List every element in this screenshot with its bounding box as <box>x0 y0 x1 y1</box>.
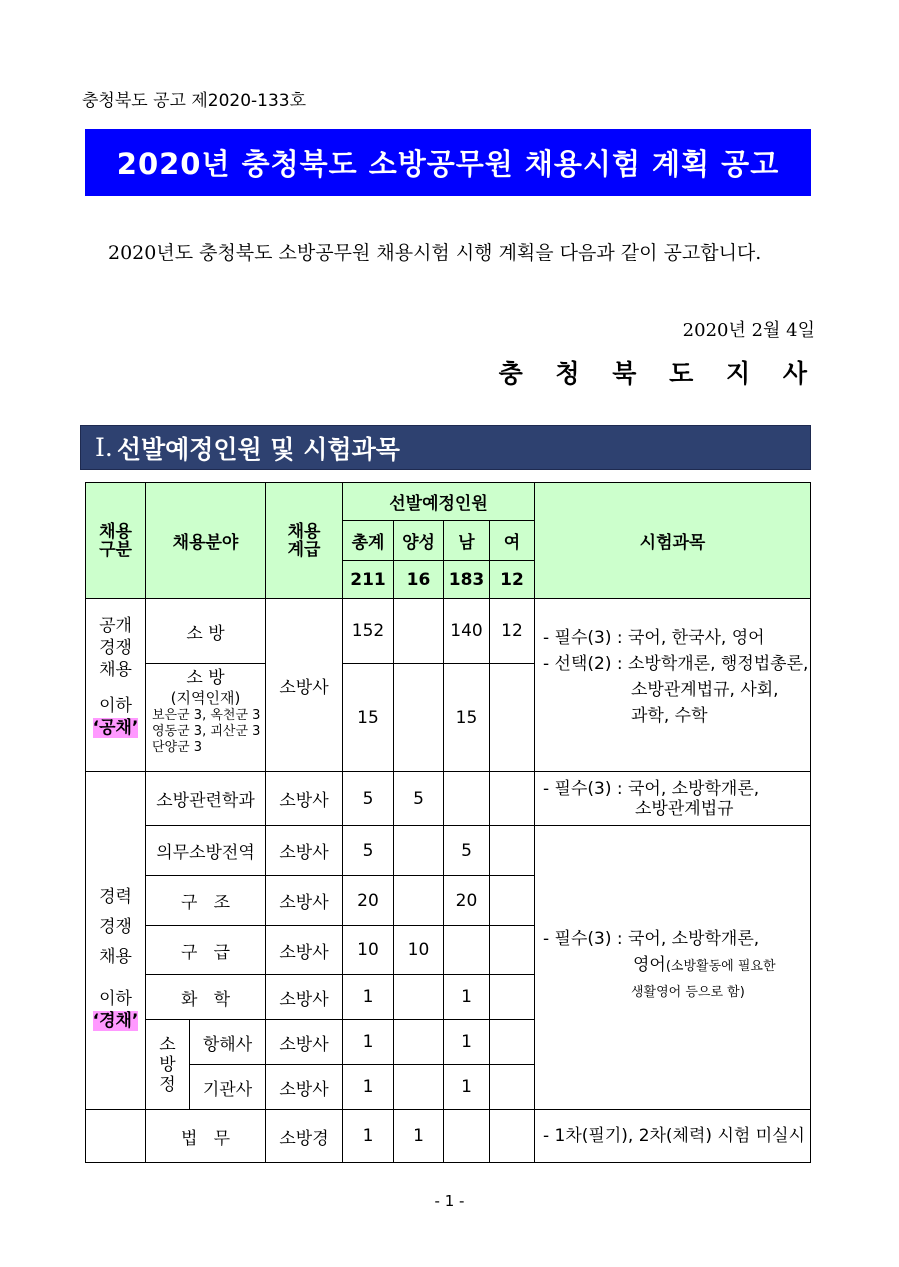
page-number: - 1 - <box>434 1192 465 1210</box>
career-subject-group-line-1: - 필수(3) : 국어, 소방학개론, <box>543 929 760 949</box>
career-row-6-rank: 소방사 <box>266 1020 343 1065</box>
total-both: 16 <box>394 561 444 599</box>
career-row-6-both <box>394 1020 444 1065</box>
open-row-1-female: 12 <box>490 599 535 664</box>
issuer: 충 청 북 도 지 사 <box>498 359 819 388</box>
career-type-cell <box>86 772 146 1110</box>
open-row-2-field: 소 방 <box>186 668 225 688</box>
law-both: 1 <box>394 1110 444 1163</box>
header-subjects: 시험과목 <box>535 483 811 599</box>
career-row-6-total: 1 <box>343 1020 394 1065</box>
career-row-6-male: 1 <box>444 1020 490 1065</box>
career-row-3-female <box>490 876 535 926</box>
career-row-4-field: 구 급 <box>146 926 266 975</box>
header-quota: 선발예정인원 <box>343 483 535 521</box>
open-row-1-total: 152 <box>343 599 394 664</box>
career-abbr-tag: ‘경채’ <box>92 1011 139 1031</box>
open-abbr-prefix: 이하 <box>99 696 132 716</box>
open-rank: 소방사 <box>266 599 343 772</box>
career-row-5-both <box>394 975 444 1020</box>
law-type-cell <box>86 1110 146 1163</box>
career-row-6-field: 항해사 <box>190 1020 266 1065</box>
law-subjects: - 1차(필기), 2차(체력) 시험 미실시 <box>535 1110 811 1163</box>
law-total: 1 <box>343 1110 394 1163</box>
notice-date: 2020년 2월 4일 <box>682 320 815 341</box>
law-field: 법 무 <box>146 1110 266 1163</box>
open-subject-line-2: - 선택(2) : 소방학개론, 행정법총론, <box>543 654 809 674</box>
career-row-1-total: 5 <box>343 772 394 826</box>
open-subject-line-3: 소방관계법규, 사회, <box>631 680 779 700</box>
career-row-7-total: 1 <box>343 1065 394 1110</box>
career-row-3-male: 20 <box>444 876 490 926</box>
header-female: 여 <box>490 521 535 561</box>
open-type-label: 공개 경쟁 채용 <box>99 616 132 680</box>
header-both: 양성 <box>394 521 444 561</box>
career-row-1-male <box>444 772 490 826</box>
title-banner <box>85 129 811 196</box>
header-rank: 채용 계급 <box>266 483 343 599</box>
career-row-5-total: 1 <box>343 975 394 1020</box>
career-row-4-both: 10 <box>394 926 444 975</box>
career-row-4-female <box>490 926 535 975</box>
open-subjects <box>535 599 811 772</box>
career-row-1-rank: 소방사 <box>266 772 343 826</box>
open-abbr-tag: ‘공채’ <box>92 718 139 738</box>
career-row-2-both <box>394 826 444 876</box>
career-row-5-male: 1 <box>444 975 490 1020</box>
header-field: 채용분야 <box>146 483 266 599</box>
open-type-cell <box>86 599 146 772</box>
section-number: Ⅰ. <box>95 433 113 462</box>
career-subject-group-note-2: 생활영어 등으로 함) <box>631 985 745 1000</box>
total-female: 12 <box>490 561 535 599</box>
open-row-2-field-sub: (지역인재) <box>170 689 241 707</box>
career-row-7-male: 1 <box>444 1065 490 1110</box>
career-subjects-first <box>535 772 811 826</box>
career-row-3-field: 구 조 <box>146 876 266 926</box>
career-row-4-male <box>444 926 490 975</box>
career-subject-first-line-2: 소방관계법규 <box>635 798 734 819</box>
career-row-7-rank: 소방사 <box>266 1065 343 1110</box>
intro-text: 2020년도 충청북도 소방공무원 채용시험 시행 계획을 다음과 같이 공고합니다. <box>108 242 762 264</box>
law-female <box>490 1110 535 1163</box>
career-row-1-female <box>490 772 535 826</box>
career-row-4-rank: 소방사 <box>266 926 343 975</box>
career-subject-group-line-2: 영어 <box>633 955 666 975</box>
open-row-2-field-note: 보은군 3, 옥천군 3 영동군 3, 괴산군 3 단양군 3 <box>152 708 261 755</box>
header-male: 남 <box>444 521 490 561</box>
header-type: 채용 구분 <box>86 483 146 599</box>
intro-paragraph <box>88 232 820 274</box>
career-row-2-total: 5 <box>343 826 394 876</box>
career-row-2-male: 5 <box>444 826 490 876</box>
career-type-label: 경력 경쟁 채용 <box>99 887 132 967</box>
open-row-1-male: 140 <box>444 599 490 664</box>
career-group-label: 소 방 정 <box>146 1020 190 1110</box>
career-row-2-female <box>490 826 535 876</box>
open-row-2-male: 15 <box>444 664 490 772</box>
page-title: 2020년 충청북도 소방공무원 채용시험 계획 공고 <box>116 147 780 181</box>
career-abbr-prefix: 이하 <box>99 989 132 1009</box>
open-row-2-female <box>490 664 535 772</box>
career-row-1-both: 5 <box>394 772 444 826</box>
career-row-5-female <box>490 975 535 1020</box>
total-male: 183 <box>444 561 490 599</box>
total-all: 211 <box>343 561 394 599</box>
open-subject-line-4: 과학, 수학 <box>631 706 708 726</box>
open-row-2-total: 15 <box>343 664 394 772</box>
career-row-2-field: 의무소방전역 <box>146 826 266 876</box>
notice-number: 충청북도 공고 제2020-133호 <box>82 91 307 111</box>
open-row-1-field: 소 방 <box>146 599 266 664</box>
career-row-4-total: 10 <box>343 926 394 975</box>
open-row-2-both <box>394 664 444 772</box>
career-subject-group-note-1: (소방활동에 필요한 <box>665 959 776 974</box>
open-row-2-field-cell <box>146 664 266 772</box>
open-row-1-both <box>394 599 444 664</box>
career-row-3-total: 20 <box>343 876 394 926</box>
section-title: 선발예정인원 및 시험과목 <box>116 434 400 464</box>
career-subjects-group <box>535 826 811 1110</box>
career-row-7-both <box>394 1065 444 1110</box>
header-total: 총계 <box>343 521 394 561</box>
open-subject-line-1: - 필수(3) : 국어, 한국사, 영어 <box>543 628 765 648</box>
career-row-2-rank: 소방사 <box>266 826 343 876</box>
law-male <box>444 1110 490 1163</box>
career-row-7-female <box>490 1065 535 1110</box>
career-row-3-rank: 소방사 <box>266 876 343 926</box>
career-row-5-field: 화 학 <box>146 975 266 1020</box>
career-row-5-rank: 소방사 <box>266 975 343 1020</box>
quota-table <box>85 482 811 1163</box>
career-subject-first-line-1: - 필수(3) : 국어, 소방학개론, <box>543 778 760 799</box>
section-header <box>80 425 811 470</box>
law-rank: 소방경 <box>266 1110 343 1163</box>
career-row-6-female <box>490 1020 535 1065</box>
career-row-1-field: 소방관련학과 <box>146 772 266 826</box>
career-row-3-both <box>394 876 444 926</box>
career-row-7-field: 기관사 <box>190 1065 266 1110</box>
